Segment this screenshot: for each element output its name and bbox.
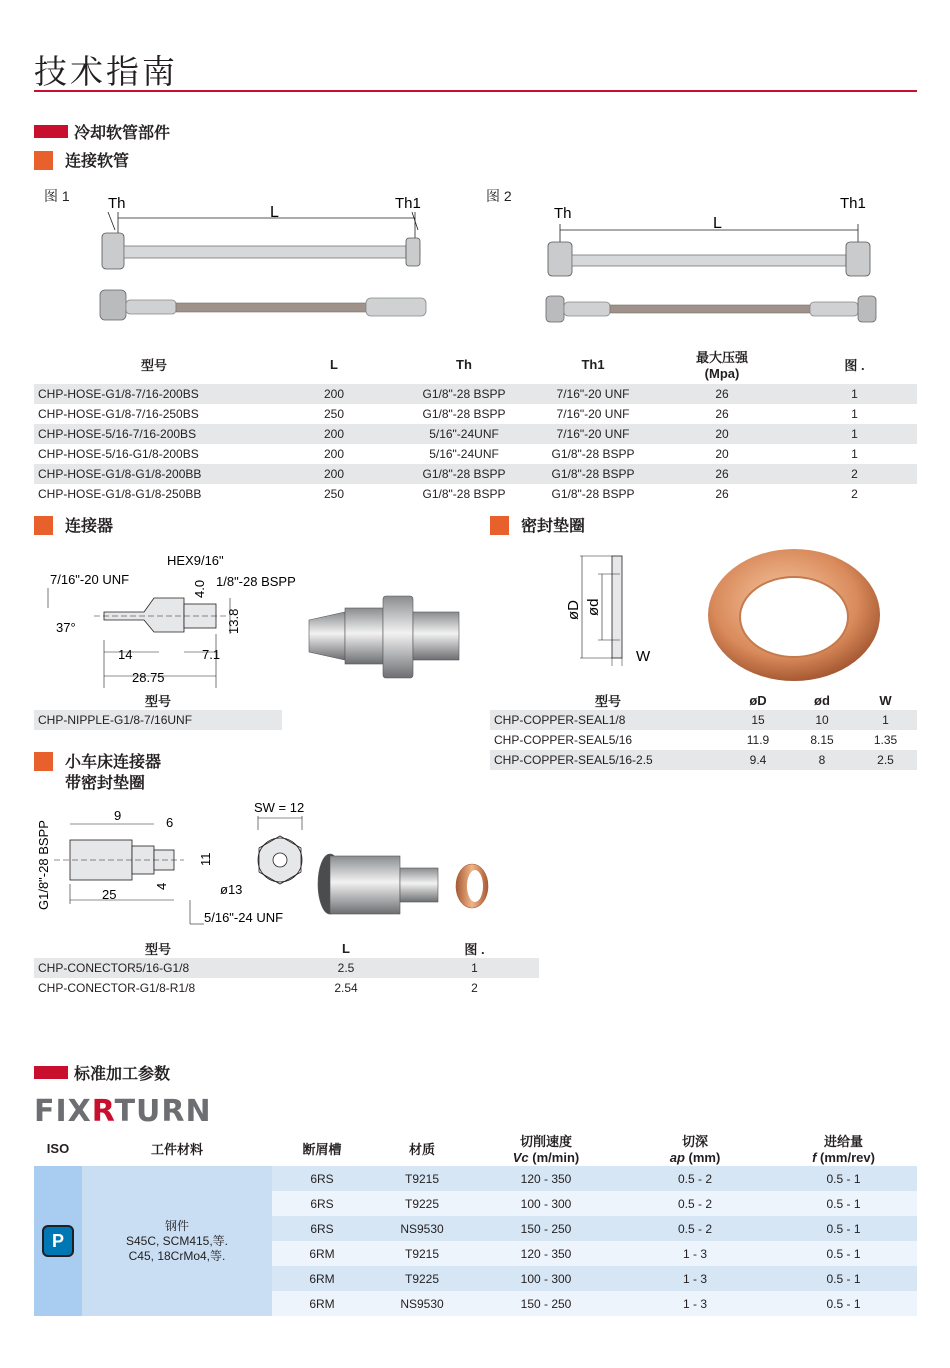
params-cell: 6RS: [272, 1216, 372, 1241]
params-col-material: 工件材料: [150, 1141, 203, 1157]
hose-row: [34, 424, 917, 444]
hose-cell: G1/8"-28 BSPP: [422, 407, 506, 421]
lathe-unf-label: 5/16"-24 UNF: [204, 910, 284, 925]
connector-row: [34, 710, 282, 730]
lathe-photo: [312, 850, 492, 920]
lathe-heading: [34, 752, 161, 794]
hose-cell: CHP-HOSE-G1/8-7/16-200BS: [34, 384, 274, 404]
params-cell: 6RM: [272, 1291, 372, 1316]
hose-col-pressure-line1: 最大压强: [695, 350, 748, 365]
hose-row: [34, 404, 917, 424]
params-col-depth: [620, 1130, 770, 1166]
hose-cell: 7/16"-20 UNF: [556, 407, 630, 421]
lathe-title: [65, 752, 161, 794]
seal-row: [490, 710, 917, 730]
hose-cell: 200: [274, 464, 394, 484]
params-cell: 150 - 250: [472, 1216, 620, 1241]
lathe-cell: 1: [410, 958, 539, 978]
params-iso-cell: [34, 1166, 82, 1316]
section-square: [490, 516, 509, 535]
fig2-label: 图 2: [486, 188, 512, 204]
params-cell: 6RS: [272, 1166, 372, 1191]
seal-cell: 8.15: [810, 733, 834, 747]
seal-table-body: [490, 710, 917, 770]
connector-col-model: 型号: [144, 693, 171, 709]
params-cell: T9215: [372, 1241, 472, 1266]
lathe-sw-label: SW = 12: [254, 800, 305, 815]
seal-col-id: ød: [814, 692, 830, 708]
seal-title: 密封垫圈: [521, 518, 586, 535]
params-col-chipbreaker: 断屑槽: [302, 1141, 342, 1157]
hose-cell: G1/8"-28 BSPP: [551, 487, 635, 501]
params-cell: 100 - 300: [472, 1266, 620, 1291]
params-col-iso: ISO: [46, 1140, 70, 1156]
hose-cell: G1/8"-28 BSPP: [534, 464, 652, 484]
hose-row: [34, 464, 917, 484]
hose-cell: 20: [652, 424, 792, 444]
hose-table: [34, 344, 917, 504]
params-col-depth-symbol: ap: [669, 1150, 685, 1165]
lathe-d25-label: 25: [102, 887, 117, 902]
material-line1: 钢件: [164, 1218, 189, 1233]
seal-photo: [705, 545, 883, 685]
params-col-speed-line1: 切削速度: [519, 1134, 572, 1149]
lathe-cell: 2.54: [334, 981, 358, 995]
seal-cell: 2.5: [854, 750, 917, 770]
params-col-speed: [472, 1130, 620, 1166]
hose-fig2-drawing: [540, 190, 890, 340]
params-row: [34, 1166, 917, 1191]
params-col-depth-line1: 切深: [681, 1134, 708, 1149]
seal-od-label: øD: [565, 600, 582, 620]
params-col-feed-line1: 进给量: [823, 1134, 863, 1149]
hose-cell: CHP-HOSE-5/16-G1/8-200BS: [38, 447, 199, 461]
seal-cell: 8: [790, 750, 854, 770]
connector-angle-label: 37°: [56, 620, 76, 635]
params-cell: 0.5 - 1: [770, 1241, 917, 1266]
seal-row: [490, 750, 917, 770]
params-cell: 1 - 3: [620, 1241, 770, 1266]
seal-col-w: W: [879, 692, 892, 708]
hose-cell: 1: [792, 424, 917, 444]
hose-table-body: [34, 384, 917, 504]
seal-cell: 1.35: [873, 733, 898, 747]
params-cell: 0.5 - 1: [770, 1266, 917, 1291]
params-table-body: [34, 1166, 917, 1316]
lathe-title-line1: 小车床连接器: [65, 754, 162, 771]
hose-cell: 200: [274, 384, 394, 404]
params-col-grade: 材质: [408, 1141, 435, 1157]
hose-col-fig: 图 .: [844, 357, 865, 373]
hose-heading: [34, 151, 129, 172]
fig2-th-label: Th: [554, 205, 572, 222]
seal-heading: [490, 516, 585, 537]
material-line2: S45C, SCM415,等.: [125, 1233, 229, 1248]
hose-cell: 2: [851, 487, 858, 501]
params-col-depth-line2: [624, 1150, 766, 1165]
hose-cell: 200: [274, 424, 394, 444]
hose-cell: CHP-HOSE-G1/8-7/16-250BS: [38, 407, 199, 421]
hose-row: [34, 484, 917, 504]
params-cell: 1 - 3: [620, 1266, 770, 1291]
section-bar: [34, 125, 68, 138]
lathe-d4-label: 4: [154, 882, 169, 890]
connector-drawing: [34, 548, 309, 693]
fixrturn-logo: [34, 1094, 212, 1129]
params-col-feed-line2: [774, 1150, 913, 1165]
fig1-th1-label: Th1: [395, 195, 421, 212]
hose-cell: G1/8"-28 BSPP: [394, 384, 534, 404]
lathe-title-line2: 带密封垫圈: [65, 775, 146, 792]
section-params-title: 标准加工参数: [74, 1066, 171, 1083]
connector-table-body: [34, 710, 282, 730]
params-cell: 6RS: [272, 1191, 372, 1216]
connector-d138-label: 13.8: [226, 608, 241, 634]
lathe-cell: 2: [471, 981, 478, 995]
params-cell: 0.5 - 1: [770, 1191, 917, 1216]
seal-table: [490, 690, 917, 770]
hose-cell: CHP-HOSE-5/16-7/16-200BS: [34, 424, 274, 444]
params-cell: 1 - 3: [620, 1291, 770, 1316]
params-cell: 0.5 - 2: [620, 1166, 770, 1191]
hose-cell: 250: [323, 407, 345, 421]
page-title: 技术指南: [34, 53, 178, 90]
hose-cell: 5/16"-24UNF: [394, 424, 534, 444]
hose-cell: 2: [792, 464, 917, 484]
lathe-col-model: 型号: [144, 941, 171, 957]
hose-cell: G1/8"-28 BSPP: [422, 487, 506, 501]
params-cell: 0.5 - 2: [620, 1191, 770, 1216]
lathe-col-l: L: [342, 940, 350, 956]
hose-col-l: L: [330, 356, 338, 372]
lathe-cell: 2.5: [282, 958, 410, 978]
logo-accent: R: [91, 1094, 115, 1129]
hose-cell: 1: [792, 384, 917, 404]
seal-cell: 10: [790, 710, 854, 730]
hose-cell: 7/16"-20 UNF: [534, 384, 652, 404]
lathe-bspp-label: G1/8"-28 BSPP: [36, 820, 51, 910]
lathe-cell: CHP-CONECTOR5/16-G1/8: [34, 958, 282, 978]
fig1-l-label: L: [270, 204, 279, 221]
params-cell: NS9530: [372, 1291, 472, 1316]
connector-d14-label: 14: [118, 647, 133, 662]
lathe-col-fig: 图 .: [464, 941, 485, 957]
hose-col-pressure: [652, 344, 792, 384]
connector-d40-label: 4.0: [192, 579, 207, 598]
section-coolant-heading: [34, 120, 170, 143]
lathe-row: [34, 958, 539, 978]
seal-cell: CHP-COPPER-SEAL1/8: [490, 710, 726, 730]
params-cell: 0.5 - 2: [620, 1216, 770, 1241]
params-cell: 120 - 350: [472, 1166, 620, 1191]
params-col-speed-line2: [476, 1150, 616, 1165]
seal-drawing: [560, 548, 680, 673]
seal-w-label: W: [636, 648, 651, 665]
connector-heading: [34, 516, 113, 537]
logo-part1: FIX: [34, 1094, 92, 1129]
params-col-speed-unit: (m/min): [528, 1150, 580, 1165]
connector-d71-label: 7.1: [202, 647, 221, 662]
params-cell: 0.5 - 1: [770, 1291, 917, 1316]
params-cell: NS9530: [372, 1216, 472, 1241]
params-cell: 0.5 - 1: [770, 1166, 917, 1191]
iso-p-badge: P: [42, 1225, 74, 1257]
section-square: [34, 516, 53, 535]
params-col-feed-unit: (mm/rev): [816, 1150, 875, 1165]
hose-col-model: 型号: [140, 357, 167, 373]
params-cell: T9225: [372, 1191, 472, 1216]
fig2-l-label: L: [713, 215, 722, 232]
seal-row: [490, 730, 917, 750]
seal-cell: 1: [854, 710, 917, 730]
hose-cell: 26: [715, 487, 729, 501]
hose-cell: 26: [715, 407, 729, 421]
connector-hex-label: HEX9/16": [167, 553, 224, 568]
hose-cell: 26: [652, 464, 792, 484]
hose-cell: CHP-HOSE-G1/8-G1/8-250BB: [38, 487, 202, 501]
connector-title: 连接器: [65, 518, 114, 535]
params-col-depth-unit: (mm): [684, 1150, 721, 1165]
lathe-d6-label: 6: [166, 815, 174, 830]
hose-col-th: Th: [456, 356, 472, 372]
section-params-heading: [34, 1061, 170, 1084]
params-cell: 120 - 350: [472, 1241, 620, 1266]
lathe-d9-label: 9: [114, 808, 122, 823]
logo-part2: TURN: [114, 1094, 212, 1129]
hose-cell: 250: [323, 487, 345, 501]
connector-d2875-label: 28.75: [132, 670, 165, 685]
lathe-d13-label: ø13: [220, 882, 243, 897]
params-cell: 150 - 250: [472, 1291, 620, 1316]
connector-unf-label: 7/16"-20 UNF: [50, 572, 130, 587]
section-square: [34, 151, 53, 170]
seal-cell: 9.4: [726, 750, 790, 770]
params-col-speed-symbol: Vc: [512, 1150, 529, 1165]
fig1-label: 图 1: [44, 188, 70, 204]
hose-cell: 5/16"-24UNF: [429, 447, 499, 461]
seal-col-model: 型号: [594, 693, 621, 709]
params-material-cell: [82, 1166, 272, 1316]
params-cell: 100 - 300: [472, 1191, 620, 1216]
lathe-d11-label: 11: [198, 852, 213, 866]
lathe-drawing: [34, 800, 314, 930]
seal-cell: 15: [726, 710, 790, 730]
seal-cell: CHP-COPPER-SEAL5/16-2.5: [490, 750, 726, 770]
section-square: [34, 752, 53, 771]
hose-cell: 26: [652, 384, 792, 404]
hose-cell: 1: [851, 407, 858, 421]
connector-cell: CHP-NIPPLE-G1/8-7/16UNF: [34, 710, 282, 730]
params-cell: T9215: [372, 1166, 472, 1191]
section-coolant-title: 冷却软管部件: [74, 125, 171, 142]
hose-row: [34, 384, 917, 404]
hose-row: [34, 444, 917, 464]
section-bar: [34, 1066, 68, 1079]
params-cell: 6RM: [272, 1241, 372, 1266]
params-col-feed: [770, 1130, 917, 1166]
seal-cell: CHP-COPPER-SEAL5/16: [494, 733, 633, 747]
hose-cell: 20: [715, 447, 729, 461]
hose-fig1-drawing: [90, 190, 450, 340]
hose-cell: 7/16"-20 UNF: [534, 424, 652, 444]
lathe-row: [34, 978, 539, 998]
seal-id-label: ød: [585, 598, 602, 616]
hose-cell: 1: [851, 447, 858, 461]
lathe-table: [34, 938, 539, 998]
hose-cell: G1/8"-28 BSPP: [394, 464, 534, 484]
hose-cell: CHP-HOSE-G1/8-G1/8-200BB: [34, 464, 274, 484]
material-line3: C45, 18CrMo4,等.: [128, 1248, 226, 1263]
params-col-feed-symbol: f: [812, 1150, 817, 1165]
fig1-th-label: Th: [108, 195, 126, 212]
params-cell: 6RM: [272, 1266, 372, 1291]
connector-photo: [305, 590, 465, 685]
hose-title: 连接软管: [65, 153, 130, 170]
hose-cell: G1/8"-28 BSPP: [551, 447, 635, 461]
hose-cell: 200: [323, 447, 345, 461]
connector-bspp-label: 1/8"-28 BSPP: [216, 574, 296, 589]
params-cell: T9225: [372, 1266, 472, 1291]
hose-col-th1: Th1: [581, 356, 605, 372]
title-divider: [34, 90, 917, 92]
params-table: [34, 1130, 917, 1316]
seal-cell: 11.9: [746, 733, 770, 747]
fig2-th1-label: Th1: [840, 195, 866, 212]
lathe-cell: CHP-CONECTOR-G1/8-R1/8: [38, 981, 196, 995]
params-cell: 0.5 - 1: [770, 1216, 917, 1241]
connector-table: [34, 690, 282, 730]
hose-col-pressure-line2: (Mpa): [704, 366, 740, 381]
seal-col-od: øD: [749, 692, 767, 708]
lathe-table-body: [34, 958, 539, 998]
